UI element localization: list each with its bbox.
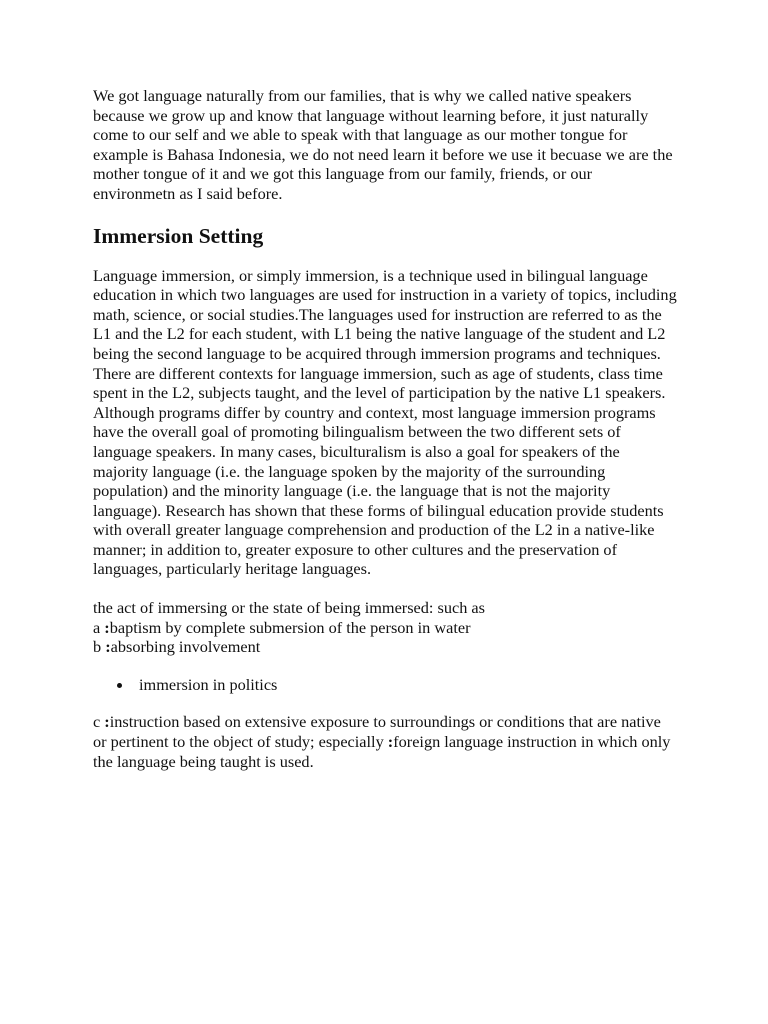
definition-a-letter: a — [93, 617, 105, 637]
bullet-dot-icon — [117, 683, 122, 688]
list-item-text: immersion in politics — [139, 674, 278, 694]
section-heading: Immersion Setting — [93, 223, 264, 248]
definition-a-text: baptism by complete submersion of the person in water — [109, 617, 471, 637]
definition-b-letter: b — [93, 637, 106, 657]
bullet-list — [93, 675, 678, 695]
document-page — [93, 86, 678, 771]
definition-c — [93, 712, 678, 771]
definition-intro: the act of immersing or the state of being immersed: such as — [93, 598, 485, 618]
immersion-paragraph: Language immersion, or simply immersion, is a technique used in bilingual language education in which two languages are used for instruction in a variety of topics, including math, science, or social studies.The languages used for instruction are referred to as the L1 and the L2 for each student, with L1 being the native language of the student and L2 being the second language to be acquired through immersion programs and techniques. There are different contexts for language immersion, such as age of students, class time spent in the L2, subjects taught, and the level of participation by the native L1 speakers. Although programs differ by country and context, most language immersion programs have the overall goal of promoting bilingualism between the two different sets of language speakers. In many cases, biculturalism is also a goal for speakers of the majority language (i.e. the language spoken by the majority of the surrounding population) and the minority language (i.e. the language that is not the majority language). Research has shown that these forms of bilingual education provide students with overall greater language comprehension and production of the L2 in a native-like manner; in addition to, greater exposure to other cultures and the preservation of languages, particularly heritage languages. — [93, 265, 677, 579]
definition-c-letter: c — [93, 712, 105, 732]
definition-a — [93, 618, 678, 638]
definition-c-colon-2: : — [387, 732, 394, 752]
list-item — [93, 675, 678, 695]
definition-c-text-2: foreign language instruction in which only the language being taught is used. — [93, 732, 671, 771]
definition-c-colon: : — [104, 712, 110, 732]
definition-b-text: absorbing involvement — [110, 637, 261, 657]
definition-a-colon: : — [104, 617, 110, 637]
intro-paragraph: We got language naturally from our families, that is why we called native speakers because we grow up and know that language without learning before, it just naturally come to our self and we able to speak with that language as our mother tongue for example is Bahasa Indonesia, we do not need learn it before we use it becuase we are the mother tongue of it and we got this language from our family, friends, or our environmetn as I said before. — [93, 86, 673, 203]
spacer — [93, 579, 678, 598]
definition-b-colon: : — [105, 637, 111, 657]
definition-b — [93, 637, 678, 657]
definition-c-text-1: instruction based on extensive exposure to surroundings or conditions that are native or pertinent to the object of study; especially — [93, 712, 661, 752]
